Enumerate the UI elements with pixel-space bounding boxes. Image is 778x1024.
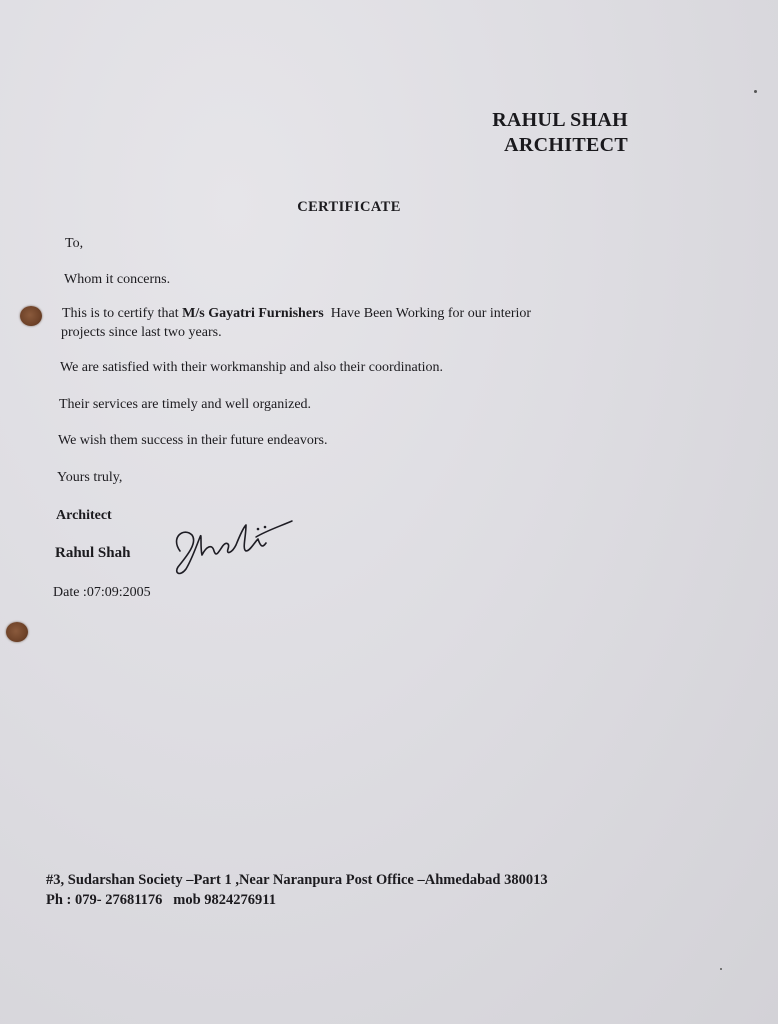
signatory-name: Rahul Shah — [55, 545, 131, 561]
certificate-heading: CERTIFICATE — [297, 199, 401, 215]
handwritten-signature — [166, 507, 296, 585]
date: Date :07:09:2005 — [53, 585, 151, 600]
salutation-to: To, — [65, 236, 84, 251]
punch-hole-top — [20, 306, 42, 326]
paragraph-1-line-2: projects since last two years. — [61, 325, 222, 340]
letterhead-title: ARCHITECT — [504, 134, 628, 156]
paragraph-1-suffix: Have Been Working for our interior — [323, 306, 532, 321]
paragraph-1-prefix: This is to certify that — [62, 306, 183, 321]
paper-speck — [720, 968, 722, 970]
letterhead — [492, 108, 628, 158]
footer-address: #3, Sudarshan Society –Part 1 ,Near Naranpura Post Office –Ahmedabad 380013 — [46, 872, 548, 888]
paper-speck — [754, 90, 757, 93]
paragraph-1-line-1 — [62, 304, 531, 323]
salutation-whom: Whom it concerns. — [64, 272, 171, 287]
closing: Yours truly, — [57, 470, 123, 485]
paragraph-2: We are satisfied with their workmanship and also their coordination. — [60, 360, 443, 375]
designation: Architect — [56, 508, 112, 523]
paragraph-4: We wish them success in their future endeavors. — [58, 433, 328, 448]
letterhead-name: RAHUL SHAH — [492, 109, 628, 131]
company-name: M/s Gayatri Furnishers — [182, 306, 324, 321]
paragraph-3: Their services are timely and well organized. — [59, 397, 312, 412]
punch-hole-bottom — [6, 622, 28, 642]
footer-phone: Ph : 079- 27681176 mob 9824276911 — [46, 892, 276, 908]
footer-contact — [46, 870, 548, 910]
